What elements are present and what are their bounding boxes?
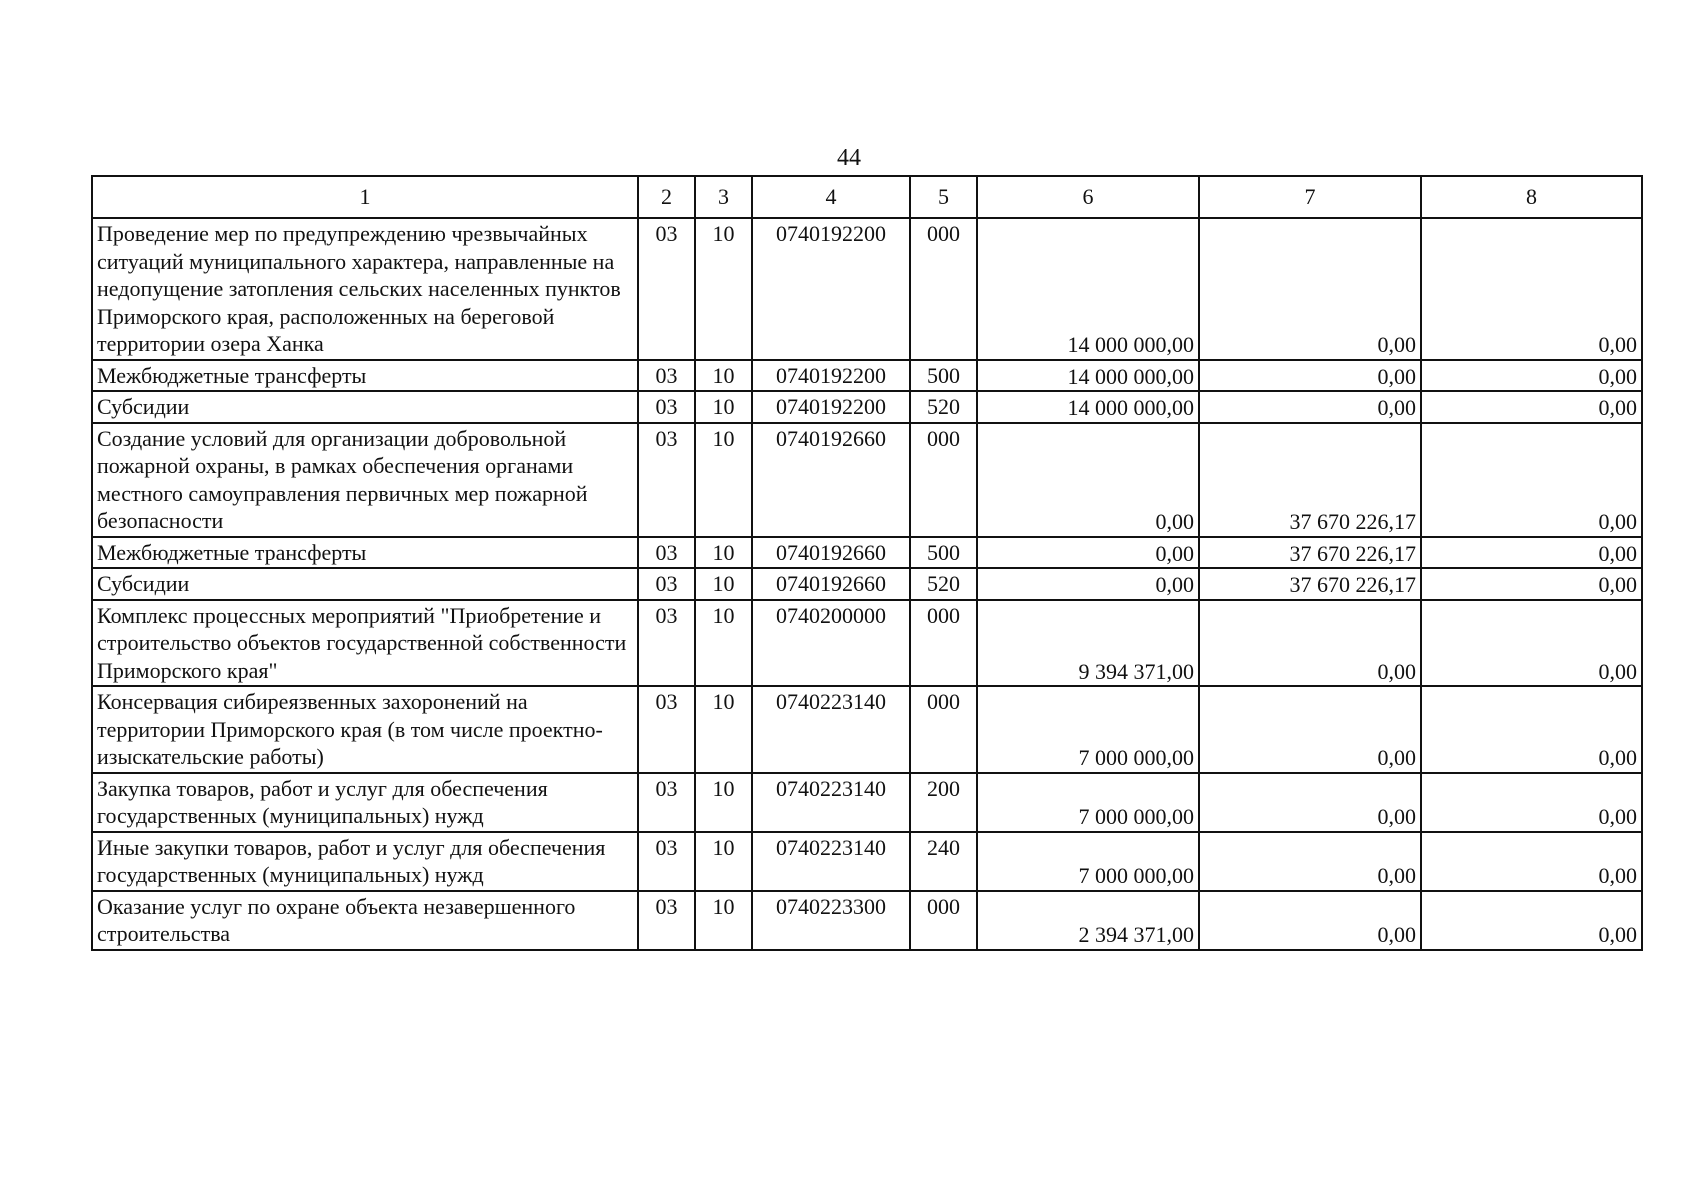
header-cell: 5 [910,176,977,218]
amount-col-7: 37 670 226,17 [1199,568,1421,600]
amount-col-6: 7 000 000,00 [977,773,1199,832]
header-cell: 4 [752,176,910,218]
subsection-code: 10 [695,391,752,423]
item-name: Иные закупки товаров, работ и услуг для обеспечения государственных (муниципальных) нужд [92,832,638,891]
expense-type-code: 000 [910,423,977,537]
item-name: Субсидии [92,391,638,423]
header-cell: 3 [695,176,752,218]
section-code: 03 [638,360,695,392]
target-article-code: 0740192200 [752,218,910,360]
amount-col-8: 0,00 [1421,891,1642,950]
amount-col-6: 0,00 [977,568,1199,600]
subsection-code: 10 [695,600,752,687]
amount-col-8: 0,00 [1421,360,1642,392]
header-cell: 2 [638,176,695,218]
target-article-code: 0740223300 [752,891,910,950]
table-row [92,686,1642,773]
header-cell: 1 [92,176,638,218]
amount-col-6: 14 000 000,00 [977,391,1199,423]
amount-col-6: 7 000 000,00 [977,832,1199,891]
budget-table [91,175,1643,951]
section-code: 03 [638,423,695,537]
table-row [92,600,1642,687]
subsection-code: 10 [695,773,752,832]
subsection-code: 10 [695,218,752,360]
table-row [92,391,1642,423]
amount-col-8: 0,00 [1421,391,1642,423]
table-row [92,360,1642,392]
table-row [92,218,1642,360]
target-article-code: 0740192660 [752,423,910,537]
target-article-code: 0740192200 [752,360,910,392]
amount-col-6: 0,00 [977,423,1199,537]
table-row [92,537,1642,569]
target-article-code: 0740223140 [752,686,910,773]
table-row [92,891,1642,950]
section-code: 03 [638,568,695,600]
item-name: Межбюджетные трансферты [92,537,638,569]
header-cell: 6 [977,176,1199,218]
target-article-code: 0740192660 [752,537,910,569]
item-name: Оказание услуг по охране объекта незавершенного строительства [92,891,638,950]
target-article-code: 0740223140 [752,773,910,832]
subsection-code: 10 [695,568,752,600]
table-header-row [92,176,1642,218]
amount-col-6: 7 000 000,00 [977,686,1199,773]
amount-col-8: 0,00 [1421,773,1642,832]
table-row [92,773,1642,832]
subsection-code: 10 [695,891,752,950]
amount-col-7: 0,00 [1199,360,1421,392]
section-code: 03 [638,686,695,773]
expense-type-code: 000 [910,600,977,687]
amount-col-7: 0,00 [1199,218,1421,360]
amount-col-7: 0,00 [1199,600,1421,687]
item-name: Межбюджетные трансферты [92,360,638,392]
section-code: 03 [638,537,695,569]
amount-col-8: 0,00 [1421,832,1642,891]
target-article-code: 0740200000 [752,600,910,687]
amount-col-8: 0,00 [1421,600,1642,687]
item-name: Закупка товаров, работ и услуг для обеспечения государственных (муниципальных) нужд [92,773,638,832]
table-row [92,832,1642,891]
table-row [92,423,1642,537]
item-name: Проведение мер по предупреждению чрезвычайных ситуаций муниципального характера, направленные на недопущение затопления сельских населенных пунктов Приморского края, расположенных на береговой территории озера Ханка [92,218,638,360]
amount-col-7: 0,00 [1199,891,1421,950]
subsection-code: 10 [695,686,752,773]
section-code: 03 [638,218,695,360]
section-code: 03 [638,391,695,423]
amount-col-7: 0,00 [1199,773,1421,832]
subsection-code: 10 [695,537,752,569]
section-code: 03 [638,832,695,891]
expense-type-code: 520 [910,391,977,423]
expense-type-code: 240 [910,832,977,891]
amount-col-7: 0,00 [1199,391,1421,423]
table-row [92,568,1642,600]
section-code: 03 [638,891,695,950]
amount-col-6: 14 000 000,00 [977,360,1199,392]
expense-type-code: 200 [910,773,977,832]
amount-col-7: 37 670 226,17 [1199,423,1421,537]
amount-col-7: 0,00 [1199,832,1421,891]
section-code: 03 [638,773,695,832]
target-article-code: 0740192660 [752,568,910,600]
expense-type-code: 000 [910,891,977,950]
amount-col-7: 0,00 [1199,686,1421,773]
expense-type-code: 500 [910,360,977,392]
subsection-code: 10 [695,832,752,891]
amount-col-8: 0,00 [1421,423,1642,537]
header-cell: 7 [1199,176,1421,218]
item-name: Консервация сибиреязвенных захоронений на территории Приморского края (в том числе проектно-изыскательские работы) [92,686,638,773]
expense-type-code: 000 [910,218,977,360]
target-article-code: 0740192200 [752,391,910,423]
amount-col-8: 0,00 [1421,537,1642,569]
section-code: 03 [638,600,695,687]
amount-col-6: 2 394 371,00 [977,891,1199,950]
amount-col-6: 9 394 371,00 [977,600,1199,687]
amount-col-6: 0,00 [977,537,1199,569]
expense-type-code: 500 [910,537,977,569]
item-name: Создание условий для организации добровольной пожарной охраны, в рамках обеспечения органами местного самоуправления первичных мер пожарной безопасности [92,423,638,537]
item-name: Субсидии [92,568,638,600]
target-article-code: 0740223140 [752,832,910,891]
amount-col-8: 0,00 [1421,568,1642,600]
amount-col-8: 0,00 [1421,686,1642,773]
page-number: 44 [837,145,861,171]
amount-col-6: 14 000 000,00 [977,218,1199,360]
header-cell: 8 [1421,176,1642,218]
amount-col-8: 0,00 [1421,218,1642,360]
expense-type-code: 000 [910,686,977,773]
expense-type-code: 520 [910,568,977,600]
item-name: Комплекс процессных мероприятий "Приобретение и строительство объектов государственной собственности Приморского края" [92,600,638,687]
subsection-code: 10 [695,360,752,392]
subsection-code: 10 [695,423,752,537]
amount-col-7: 37 670 226,17 [1199,537,1421,569]
